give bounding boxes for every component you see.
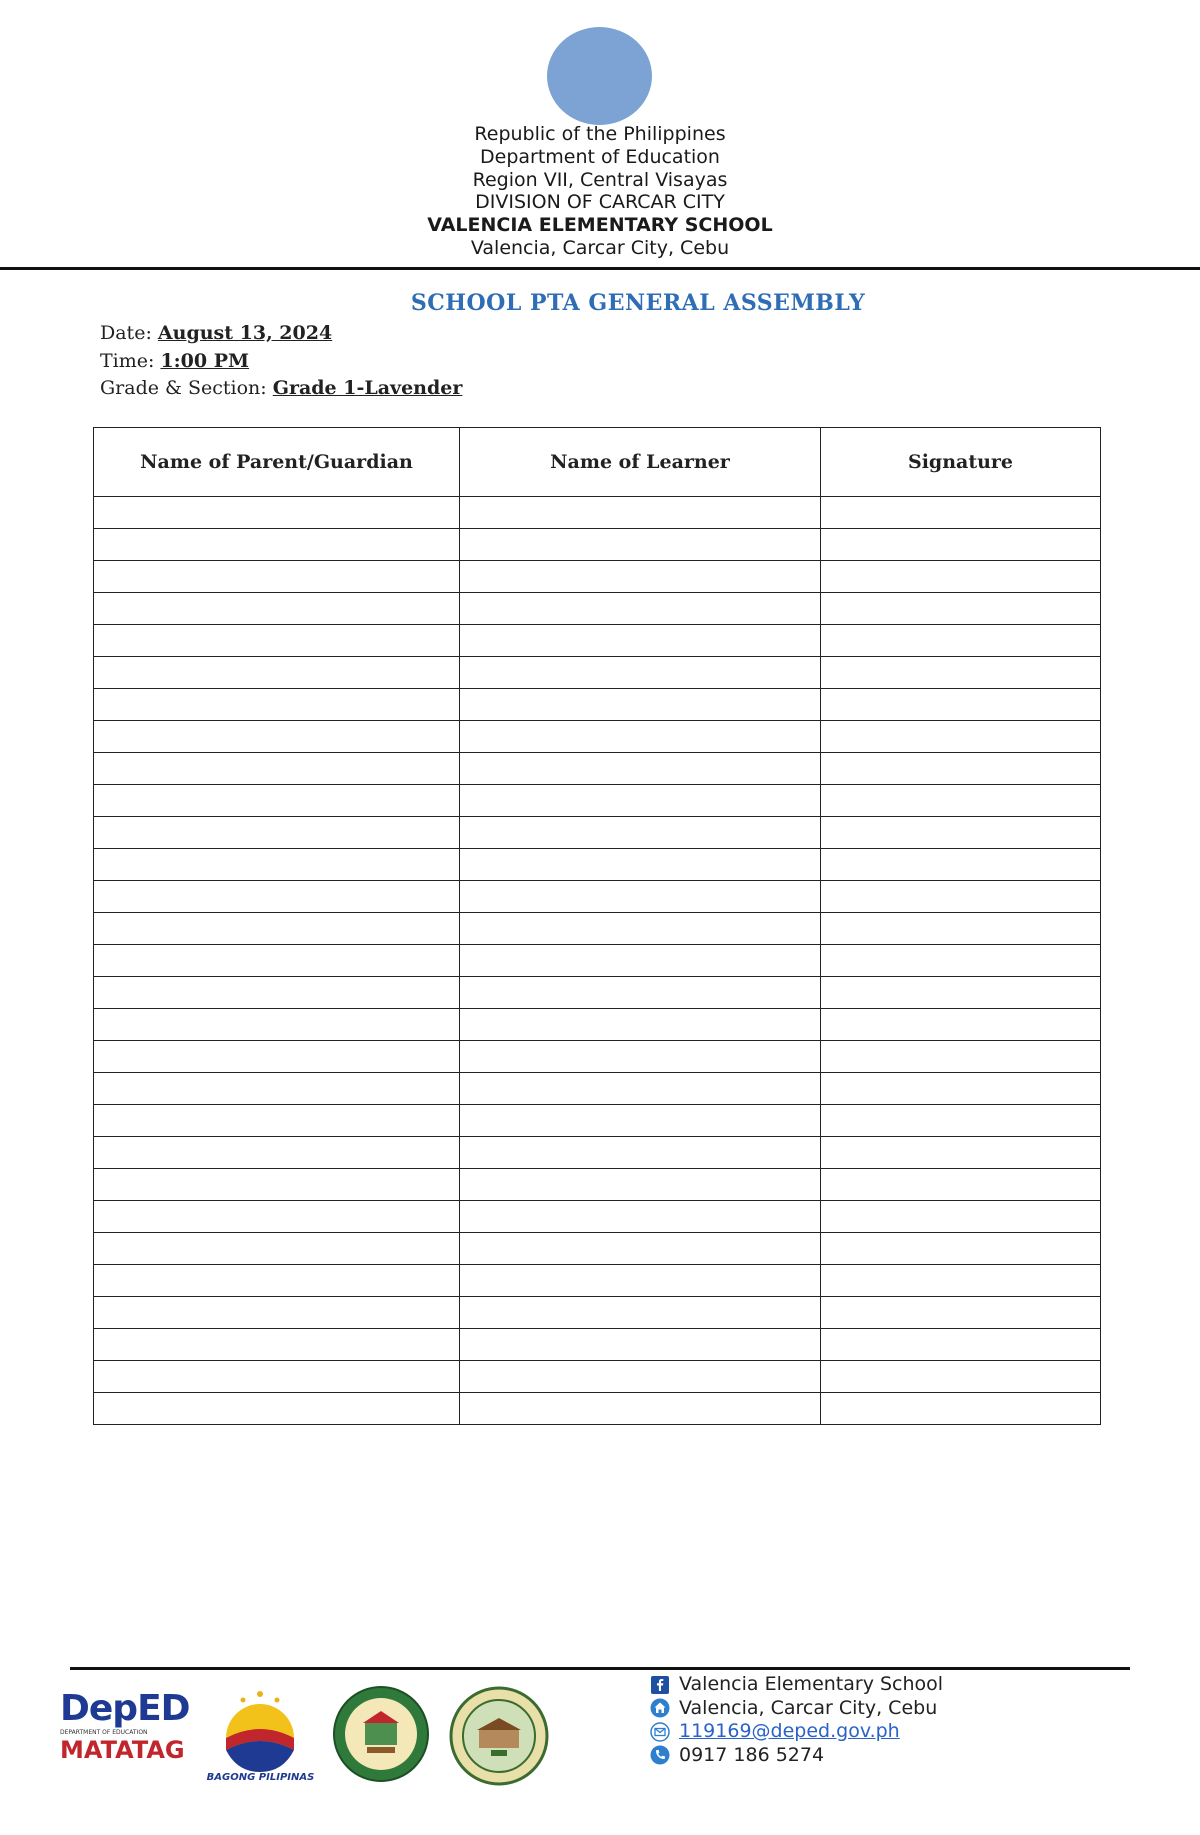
learner-name-cell[interactable] [460,1169,821,1201]
learner-name-cell[interactable] [460,785,821,817]
table-row [94,881,1101,913]
section-value: Grade 1-Lavender [272,377,463,399]
table-row [94,497,1101,529]
letterhead-line: Department of Education [480,145,720,168]
contact-block [650,1673,943,1767]
time-label: Time: [100,349,161,372]
signature-cell[interactable] [821,561,1101,593]
contact-phone [650,1744,943,1768]
letterhead-line: Republic of the Philippines [474,123,726,145]
table-row [94,593,1101,625]
parent-name-cell[interactable] [94,977,460,1009]
parent-name-cell[interactable] [94,1137,460,1169]
table-row [94,785,1101,817]
learner-name-cell[interactable] [460,1393,821,1425]
date-value: August 13, 2024 [157,322,333,344]
parent-name-cell[interactable] [94,1361,460,1393]
table-row [94,657,1101,689]
signature-cell[interactable] [821,1361,1101,1393]
table-row [94,1297,1101,1329]
date-line [100,320,462,348]
deped-word: DepED [60,1688,190,1729]
table-row [94,721,1101,753]
signature-cell[interactable] [821,1169,1101,1201]
signature-cell[interactable] [821,977,1101,1009]
table-row [94,945,1101,977]
contact-address [650,1697,943,1721]
table-row [94,1105,1101,1137]
column-header-parent: Name of Parent/Guardian [94,428,460,497]
learner-name-cell[interactable] [460,625,821,657]
signature-cell[interactable] [821,1201,1101,1233]
parent-name-cell[interactable] [94,593,460,625]
signature-cell[interactable] [821,753,1101,785]
time-value: 1:00 PM [160,349,250,372]
email-link[interactable]: 119169@deped.gov.ph [679,1720,900,1742]
letterhead-line: DIVISION OF CARCAR CITY [475,191,725,214]
signature-cell[interactable] [821,1137,1101,1169]
deped-subtitle: DEPARTMENT OF EDUCATION [60,1729,148,1736]
signature-cell[interactable] [821,1265,1101,1297]
table-row [94,817,1101,849]
learner-name-cell[interactable] [460,1137,821,1169]
deped-matatag-logo [60,1690,190,1790]
learner-name-cell[interactable] [460,1297,821,1329]
meeting-details [100,320,462,403]
table-row [94,1009,1101,1041]
learner-name-cell[interactable] [460,689,821,721]
parent-name-cell[interactable] [94,497,460,529]
parent-name-cell[interactable] [94,817,460,849]
section-line [100,375,462,403]
learner-name-cell[interactable] [460,1041,821,1073]
contact-address-text: Valencia, Carcar City, Cebu [679,1696,938,1719]
parent-name-cell[interactable] [94,1393,460,1425]
signature-cell[interactable] [821,1233,1101,1265]
parent-name-cell[interactable] [94,753,460,785]
email-icon [650,1722,670,1742]
table-row [94,1073,1101,1105]
parent-name-cell[interactable] [94,721,460,753]
date-label: Date: [100,322,158,344]
signature-cell[interactable] [821,881,1101,913]
table-row [94,977,1101,1009]
signature-cell[interactable] [821,1041,1101,1073]
signature-cell[interactable] [821,849,1101,881]
signature-cell[interactable] [821,913,1101,945]
table-row [94,1137,1101,1169]
signature-cell[interactable] [821,721,1101,753]
signature-cell[interactable] [821,1105,1101,1137]
learner-name-cell[interactable] [460,1201,821,1233]
learner-name-cell[interactable] [460,1073,821,1105]
signature-cell[interactable] [821,657,1101,689]
contact-facebook [650,1673,943,1697]
parent-name-cell[interactable] [94,625,460,657]
attendance-table [93,427,1101,1425]
section-label: Grade & Section: [100,377,273,399]
learner-name-cell[interactable] [460,593,821,625]
table-row [94,1201,1101,1233]
letterhead [300,123,900,260]
table-row [94,849,1101,881]
parent-name-cell[interactable] [94,881,460,913]
table-row [94,1233,1101,1265]
table-row [94,1361,1101,1393]
attendance-rows [94,497,1101,1425]
table-row [94,1329,1101,1361]
time-line [100,348,462,376]
letterhead-line: Region VII, Central Visayas [472,168,728,191]
parent-name-cell[interactable] [94,913,460,945]
parent-name-cell[interactable] [94,1073,460,1105]
matatag-wordmark: MATATAG [60,1736,185,1764]
learner-name-cell[interactable] [460,497,821,529]
learner-name-cell[interactable] [460,817,821,849]
header-divider [0,267,1200,270]
parent-name-cell[interactable] [94,1233,460,1265]
learner-name-cell[interactable] [460,753,821,785]
document-title: SCHOOL PTA GENERAL ASSEMBLY [410,290,866,316]
signature-cell[interactable] [821,529,1101,561]
signature-cell[interactable] [821,1393,1101,1425]
learner-name-cell[interactable] [460,1233,821,1265]
signature-cell[interactable] [821,1073,1101,1105]
parent-name-cell[interactable] [94,1105,460,1137]
table-row [94,1393,1101,1425]
table-row [94,1169,1101,1201]
facebook-icon [650,1675,670,1695]
signature-cell[interactable] [821,689,1101,721]
table-row [94,1265,1101,1297]
home-icon [650,1698,670,1718]
table-row [94,913,1101,945]
bagong-pilipinas-label: BAGONG PILIPINAS [206,1772,315,1783]
table-row [94,1041,1101,1073]
school-address: Valencia, Carcar City, Cebu [470,236,730,259]
deped-wordmark [60,1690,190,1728]
parent-name-cell[interactable] [94,1201,460,1233]
parent-name-cell[interactable] [94,1297,460,1329]
signature-cell[interactable] [821,817,1101,849]
parent-name-cell[interactable] [94,561,460,593]
table-header-row [94,428,1101,497]
table-row [94,625,1101,657]
signature-cell[interactable] [821,593,1101,625]
learner-name-cell[interactable] [460,977,821,1009]
column-header-learner: Name of Learner [460,428,821,497]
school-name: VALENCIA ELEMENTARY SCHOOL [427,214,773,237]
learner-name-cell[interactable] [460,1105,821,1137]
deped-seal-placeholder [547,27,652,125]
footer-divider [70,1667,1130,1670]
learner-name-cell[interactable] [460,721,821,753]
parent-name-cell[interactable] [94,1329,460,1361]
contact-phone-text: 0917 186 5274 [679,1743,825,1766]
parent-name-cell[interactable] [94,849,460,881]
parent-name-cell[interactable] [94,1265,460,1297]
learner-name-cell[interactable] [460,1265,821,1297]
division-seal [332,1685,430,1783]
bagong-pilipinas-logo [203,1680,318,1785]
learner-name-cell[interactable] [460,561,821,593]
learner-name-cell[interactable] [460,945,821,977]
school-seal [449,1686,549,1786]
contact-facebook-text: Valencia Elementary School [679,1673,944,1695]
learner-name-cell[interactable] [460,1329,821,1361]
parent-name-cell[interactable] [94,785,460,817]
learner-name-cell[interactable] [460,1009,821,1041]
parent-name-cell[interactable] [94,689,460,721]
signature-cell[interactable] [821,625,1101,657]
signature-cell[interactable] [821,1329,1101,1361]
signature-cell[interactable] [821,497,1101,529]
parent-name-cell[interactable] [94,657,460,689]
learner-name-cell[interactable] [460,849,821,881]
bagong-pilipinas-emblem [203,1680,318,1775]
learner-name-cell[interactable] [460,881,821,913]
column-header-signature: Signature [821,428,1101,497]
learner-name-cell[interactable] [460,657,821,689]
table-row [94,529,1101,561]
parent-name-cell[interactable] [94,1169,460,1201]
signature-cell[interactable] [821,1009,1101,1041]
phone-icon [650,1745,670,1765]
parent-name-cell[interactable] [94,1041,460,1073]
parent-name-cell[interactable] [94,529,460,561]
learner-name-cell[interactable] [460,529,821,561]
table-row [94,753,1101,785]
signature-cell[interactable] [821,785,1101,817]
signature-cell[interactable] [821,945,1101,977]
learner-name-cell[interactable] [460,913,821,945]
parent-name-cell[interactable] [94,945,460,977]
learner-name-cell[interactable] [460,1361,821,1393]
signature-cell[interactable] [821,1297,1101,1329]
contact-email[interactable] [650,1720,943,1744]
parent-name-cell[interactable] [94,1009,460,1041]
table-row [94,689,1101,721]
table-row [94,561,1101,593]
